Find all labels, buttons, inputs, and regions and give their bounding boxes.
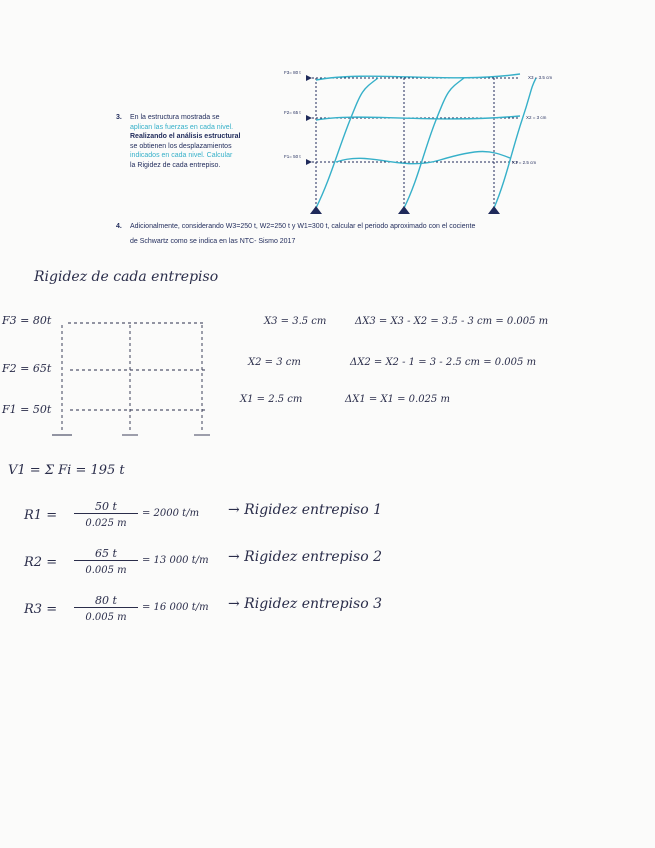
- stiffness-numerator: 65 t: [74, 547, 138, 561]
- stiffness-denominator: 0.005 m: [85, 565, 127, 576]
- problem-4-line-1: Adicionalmente, considerando W3=250 t, W2=250 t y W1=300 t, calcular el periodo aproximado con el cociente: [130, 223, 476, 230]
- problem-3-line: aplican las fuerzas en cada nivel.: [130, 123, 234, 131]
- stiffness-numerator: 80 t: [74, 594, 138, 608]
- stiffness-denominator: 0.025 m: [85, 518, 127, 529]
- problem-3-line: Realizando el análisis estructural: [130, 133, 241, 140]
- delta-x1: ΔX1 = X1 = 0.025 m: [345, 394, 450, 405]
- displacement-label: X1 = 2.5 cm: [512, 160, 537, 165]
- problem-3-line: indicados en cada nivel. Calcular: [130, 152, 233, 159]
- problem-3-line: la Rigidez de cada entrepiso.: [130, 161, 221, 169]
- stiffness-note: → Rigidez entrepiso 3: [228, 596, 383, 612]
- force-label: F2= 65 t: [284, 110, 301, 115]
- handwritten-title: Rigidez de cada entrepiso: [34, 269, 219, 285]
- stiffness-numerator: 50 t: [74, 500, 138, 514]
- disp-x2: X2 = 3 cm: [248, 357, 301, 368]
- stiffness-lhs: R2 =: [24, 555, 58, 570]
- force-label: F1= 50 t: [284, 154, 301, 159]
- base-shear: V1 = Σ Fi = 195 t: [8, 463, 125, 478]
- displacement-label: X2 = 3 cm: [526, 115, 547, 120]
- displacement-label: X3 = 3.5 cm: [528, 75, 553, 80]
- sketch-force-label: F1 = 50t: [2, 403, 52, 416]
- sketch-force-label: F3 = 80t: [2, 314, 52, 327]
- stiffness-result: = 16 000 t/m: [142, 602, 209, 613]
- problem-4-number: 4.: [116, 223, 122, 230]
- problem-3-number: 3.: [116, 114, 122, 121]
- stiffness-lhs: R3 =: [24, 602, 58, 617]
- stiffness-result: = 13 000 t/m: [142, 555, 209, 566]
- stiffness-note: → Rigidez entrepiso 2: [228, 549, 383, 565]
- stiffness-note: → Rigidez entrepiso 1: [228, 502, 383, 518]
- sketch-force-label: F2 = 65t: [2, 362, 52, 375]
- problem-3-line: En la estructura mostrada se: [130, 114, 220, 121]
- problem-4-line-2: de Schwartz como se indica en las NTC- Sismo 2017: [130, 237, 296, 245]
- stiffness-lhs: R1 =: [24, 508, 58, 523]
- force-label: F3= 80 t: [284, 70, 301, 75]
- stiffness-denominator: 0.005 m: [85, 612, 127, 623]
- disp-x1: X1 = 2.5 cm: [240, 394, 303, 405]
- stiffness-result: = 2000 t/m: [142, 508, 200, 519]
- problem-3-line: se obtienen los desplazamientos: [130, 142, 232, 150]
- disp-x3: X3 = 3.5 cm: [264, 316, 327, 327]
- delta-x3: ΔX3 = X3 - X2 = 3.5 - 3 cm = 0.005 m: [355, 316, 549, 327]
- delta-x2: ΔX2 = X2 - 1 = 3 - 2.5 cm = 0.005 m: [350, 357, 537, 368]
